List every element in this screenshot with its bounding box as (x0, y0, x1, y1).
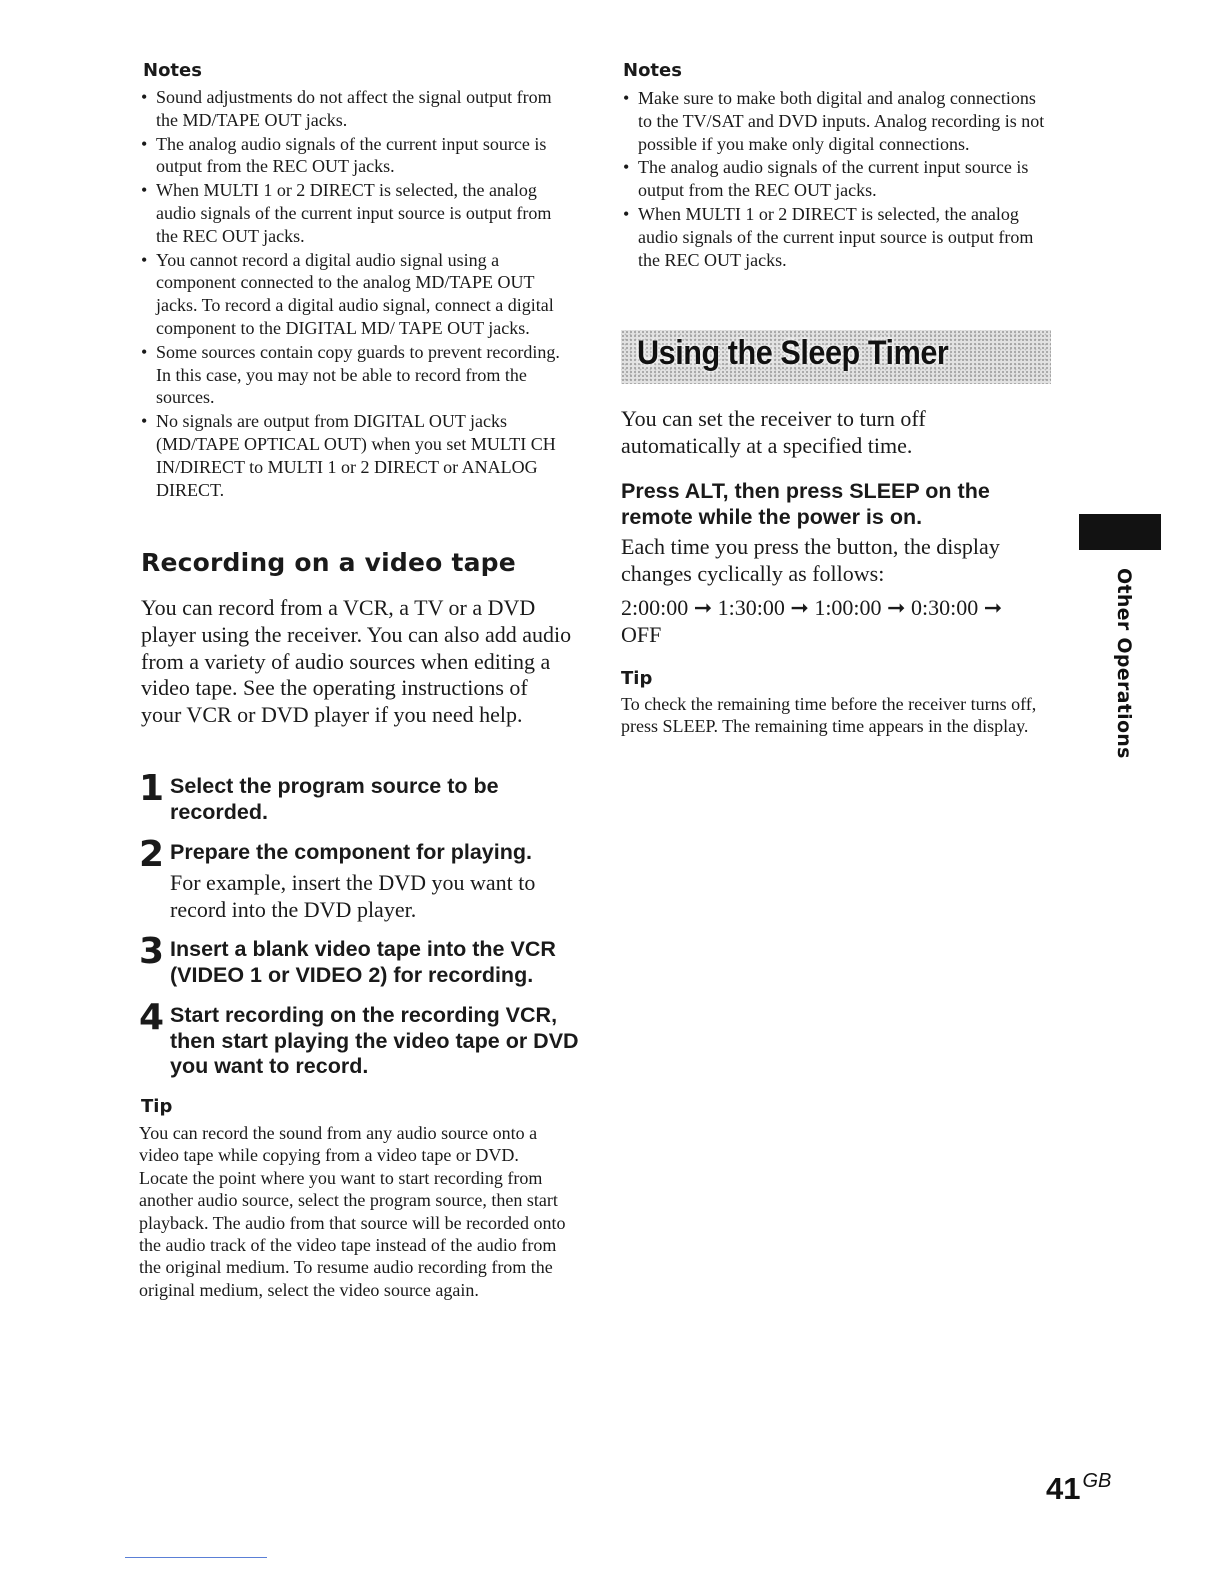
side-section-label: Other Operations (1113, 568, 1135, 759)
notes-list (139, 86, 571, 502)
note-item: • Some sources contain copy guards to prevent recording. In this case, you may not be able to record from the sources. (139, 341, 571, 409)
page-number (1046, 1470, 1111, 1507)
note-item: • The analog audio signals of the current input source is output from the REC OUT jacks. (621, 156, 1053, 202)
note-item: • No signals are output from DIGITAL OUT jacks (MD/TAPE OPTICAL OUT) when you set MULTI CH IN/DIRECT to MULTI 1 or 2 DIRECT or ANALOG DIRECT. (139, 410, 571, 501)
step-number: 1 (139, 768, 165, 809)
note-item: • You cannot record a digital audio signal using a component connected to the analog MD/TAPE OUT jacks. To record a digital audio signal, connect a digital component to the DIGITAL MD/ TAPE OUT jacks. (139, 249, 571, 340)
page-number-suffix: GB (1082, 1470, 1112, 1492)
tip-heading: Tip (621, 668, 653, 689)
section-tab-marker (1079, 514, 1161, 550)
note-item: • The analog audio signals of the current input source is output from the REC OUT jacks. (139, 133, 571, 179)
step-title: Select the program source to be recorded. (170, 774, 499, 824)
step-number: 3 (139, 931, 165, 972)
note-item: • When MULTI 1 or 2 DIRECT is selected, the analog audio signals of the current input source is output from the REC OUT jacks. (621, 203, 1053, 271)
instruction-description: Each time you press the button, the display changes cyclically as follows: (621, 534, 1000, 586)
tip-text: You can record the sound from any audio source onto a video tape while copying from a video tape or DVD. Locate the point where you want to start recording from another audio source, select the program source, then start playback. The audio from that source will be recorded onto the audio track of the video tape instead of the audio from the original medium. To resume audio recording from the original medium, select the video source again. (139, 1123, 566, 1300)
notes-list (621, 87, 1053, 272)
note-item: • Sound adjustments do not affect the signal output from the MD/TAPE OUT jacks. (139, 86, 571, 132)
note-item: • When MULTI 1 or 2 DIRECT is selected, the analog audio signals of the current input source is output from the REC OUT jacks. (139, 179, 571, 247)
tip-text: To check the remaining time before the receiver turns off, press SLEEP. The remaining time appears in the display. (621, 694, 1037, 737)
step-number: 2 (139, 834, 165, 875)
section-banner (621, 330, 1051, 384)
step-title: Start recording on the recording VCR, then start playing the video tape or DVD you want to record. (170, 1003, 579, 1078)
step-number: 4 (139, 997, 165, 1038)
sleep-intro: You can set the receiver to turn off automatically at a specified time. (621, 406, 926, 458)
timer-sequence: 2:00:00 ➞ 1:30:00 ➞ 1:00:00 ➞ 0:30:00 ➞ OFF (621, 595, 1003, 647)
bottom-rule (125, 1557, 267, 1558)
notes-heading: Notes (143, 60, 202, 81)
tip-heading: Tip (141, 1096, 173, 1117)
step-description: For example, insert the DVD you want to record into the DVD player. (170, 870, 536, 922)
note-item: • Make sure to make both digital and analog connections to the TV/SAT and DVD inputs. Analog recording is not possible if you make only digital connections. (621, 87, 1053, 155)
page-number-value: 41 (1046, 1471, 1081, 1506)
intro-paragraph: You can record from a VCR, a TV or a DVD player using the receiver. You can also add audio from a variety of audio sources when editing a video tape. See the operating instructions of your VCR or DVD player if you need help. (141, 595, 572, 728)
step-title: Prepare the component for playing. (170, 840, 532, 864)
section-title-video-tape: Recording on a video tape (141, 548, 516, 577)
section-title-sleep-timer: Using the Sleep Timer (637, 334, 949, 372)
instruction-heading: Press ALT, then press SLEEP on the remote while the power is on. (621, 479, 990, 529)
notes-heading: Notes (623, 60, 682, 81)
step-title: Insert a blank video tape into the VCR (VIDEO 1 or VIDEO 2) for recording. (170, 937, 556, 987)
